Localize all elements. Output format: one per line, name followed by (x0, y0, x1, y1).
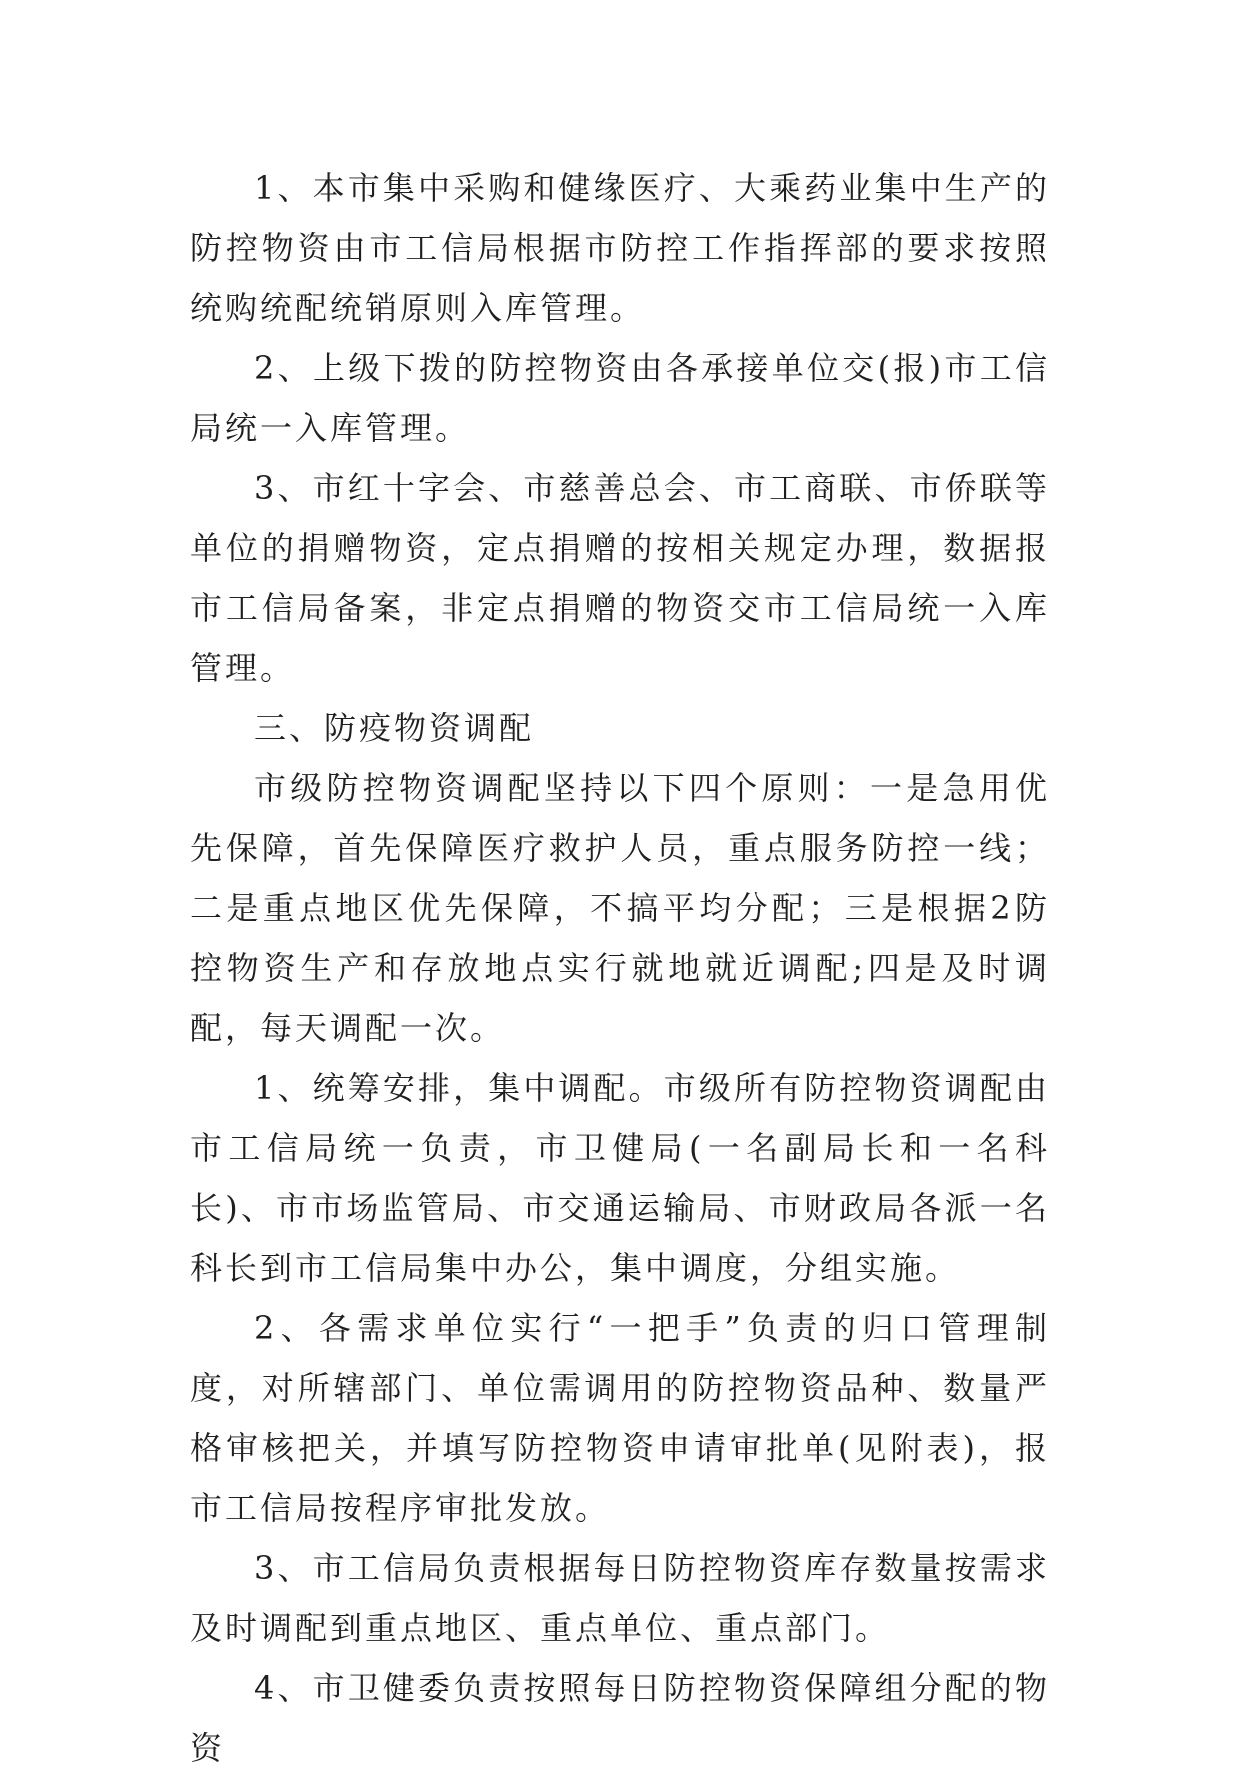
paragraph-item-1-3: 3、市红十字会、市慈善总会、市工商联、市侨联等单位的捐赠物资，定点捐赠的按相关规定办理，数据报市工信局备案，非定点捐赠的物资交市工信局统一入库管理。 (190, 469, 1050, 687)
paragraph-item-3-2: 2、各需求单位实行“一把手”负责的归口管理制度，对所辖部门、单位需调用的防控物资品种、数量严格审核把关，并填写防控物资申请审批单(见附表)，报市工信局按程序审批发放。 (190, 1309, 1050, 1527)
paragraph-item-1-2: 2、上级下拨的防控物资由各承接单位交(报)市工信局统一入库管理。 (190, 349, 1050, 447)
paragraph-principles: 市级防控物资调配坚持以下四个原则：一是急用优先保障，首先保障医疗救护人员，重点服务防控一线；二是重点地区优先保障，不搞平均分配；三是根据2防控物资生产和存放地点实行就地就近调配;四是及时调配，每天调配一次。 (190, 769, 1050, 1047)
section-heading-3: 三、防疫物资调配 (254, 709, 535, 747)
paragraph-item-3-4: 4、市卫健委负责按照每日防控物资保障组分配的物资 (190, 1669, 1050, 1767)
document-body (190, 158, 1050, 1778)
paragraph-item-1-1: 1、本市集中采购和健缘医疗、大乘药业集中生产的防控物资由市工信局根据市防控工作指挥部的要求按照统购统配统销原则入库管理。 (190, 169, 1050, 327)
paragraph-item-3-1: 1、统筹安排，集中调配。市级所有防控物资调配由市工信局统一负责，市卫健局(一名副局长和一名科长)、市市场监管局、市交通运输局、市财政局各派一名科长到市工信局集中办公，集中调度，分组实施。 (190, 1069, 1050, 1287)
paragraph-item-3-3: 3、市工信局负责根据每日防控物资库存数量按需求及时调配到重点地区、重点单位、重点部门。 (190, 1549, 1050, 1647)
